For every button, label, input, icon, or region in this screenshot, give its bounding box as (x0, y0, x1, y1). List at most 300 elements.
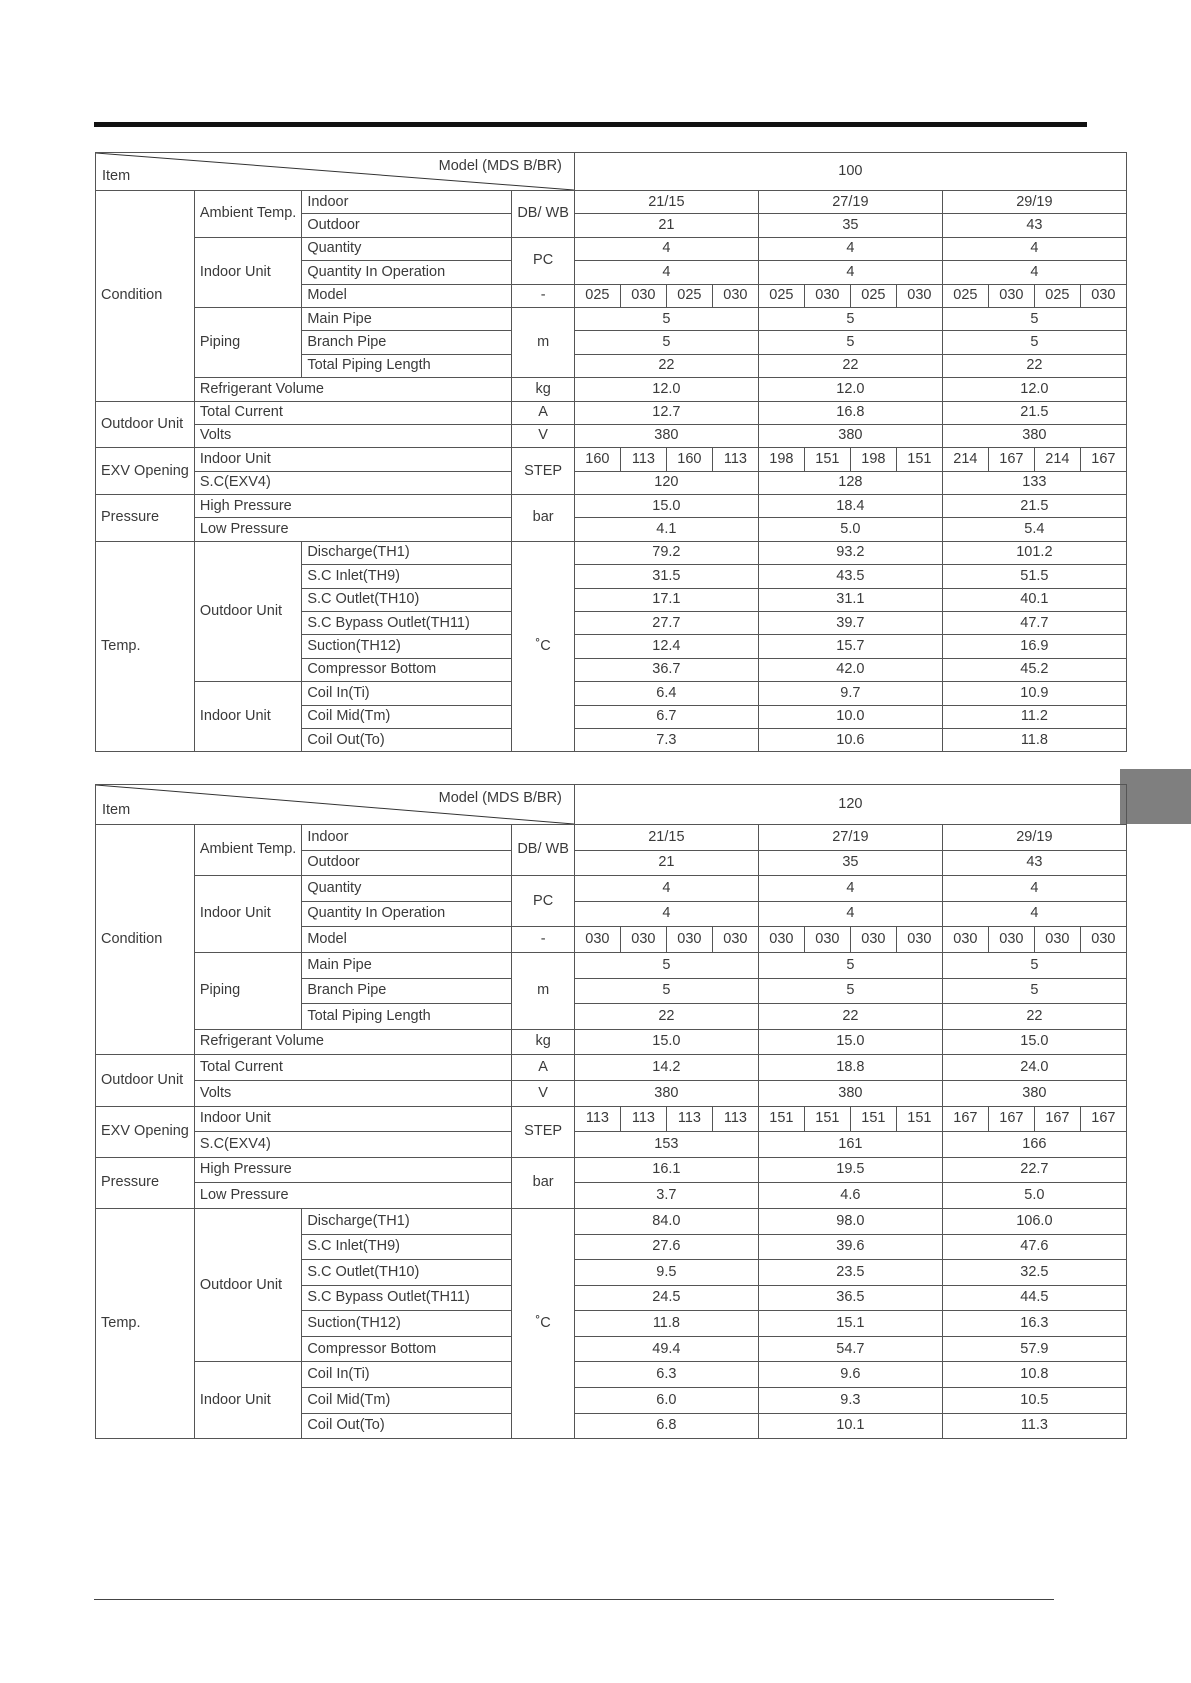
unit-label: ˚C (512, 541, 575, 752)
value-cell: 151 (804, 1106, 850, 1132)
row-label: Indoor (302, 825, 512, 851)
model-header-label: Model (MDS B/BR) (438, 158, 562, 174)
value-cell: 030 (896, 927, 942, 953)
value-cell: 167 (1034, 1106, 1080, 1132)
unit-label: - (512, 927, 575, 953)
value-cell: 16.8 (758, 401, 942, 424)
value-cell: 133 (942, 471, 1126, 494)
value-cell: 9.5 (574, 1260, 758, 1286)
row-label: Model (302, 284, 512, 307)
value-cell: 5 (942, 952, 1126, 978)
value-cell: 22 (574, 1004, 758, 1030)
value-cell: 4 (574, 261, 758, 284)
value-cell: 11.2 (942, 705, 1126, 728)
value-cell: 54.7 (758, 1336, 942, 1362)
value-cell: 5 (758, 952, 942, 978)
value-cell: 030 (988, 284, 1034, 307)
unit-label: STEP (512, 1106, 575, 1157)
value-cell: 151 (850, 1106, 896, 1132)
value-cell: 128 (758, 471, 942, 494)
value-cell: 5 (574, 307, 758, 330)
value-cell: 4 (574, 876, 758, 902)
subgroup-label: Outdoor Unit (194, 1208, 301, 1362)
value-cell: 18.8 (758, 1055, 942, 1081)
header-diagonal-cell (96, 785, 575, 825)
value-cell: 030 (712, 927, 758, 953)
subgroup-label: Piping (194, 307, 301, 377)
row-label: Total Piping Length (302, 1004, 512, 1030)
value-cell: 151 (758, 1106, 804, 1132)
row-label: Indoor Unit (194, 448, 511, 471)
unit-label: DB/ WB (512, 191, 575, 238)
value-cell: 21/15 (574, 191, 758, 214)
value-cell: 21.5 (942, 495, 1126, 518)
table-row (96, 1362, 1127, 1388)
row-label: Suction(TH12) (302, 635, 512, 658)
value-cell: 030 (896, 284, 942, 307)
value-cell: 113 (620, 1106, 666, 1132)
value-cell: 113 (620, 448, 666, 471)
value-cell: 35 (758, 214, 942, 237)
value-cell: 198 (850, 448, 896, 471)
value-cell: 030 (942, 927, 988, 953)
value-cell: 030 (666, 927, 712, 953)
value-cell: 22.7 (942, 1157, 1126, 1183)
row-label: Coil In(Ti) (302, 1362, 512, 1388)
value-cell: 030 (804, 927, 850, 953)
table-row (96, 237, 1127, 260)
table-row (96, 1183, 1127, 1209)
value-cell: 4.1 (574, 518, 758, 541)
table-row (96, 952, 1127, 978)
value-cell: 10.6 (758, 728, 942, 751)
value-cell: 24.0 (942, 1055, 1126, 1081)
value-cell: 22 (942, 1004, 1126, 1030)
value-cell: 5 (574, 331, 758, 354)
table-row (96, 1029, 1127, 1055)
table-row (96, 495, 1127, 518)
spec-table-100 (95, 152, 1127, 752)
value-cell: 5 (942, 978, 1126, 1004)
table-row (96, 378, 1127, 401)
group-label: Temp. (96, 1208, 195, 1438)
value-cell: 030 (804, 284, 850, 307)
value-cell: 025 (1034, 284, 1080, 307)
value-cell: 030 (620, 927, 666, 953)
value-cell: 10.8 (942, 1362, 1126, 1388)
value-cell: 5 (942, 307, 1126, 330)
row-label: Branch Pipe (302, 331, 512, 354)
table-row (96, 541, 1127, 564)
value-cell: 4 (942, 237, 1126, 260)
value-cell: 4 (758, 876, 942, 902)
value-cell: 151 (896, 448, 942, 471)
value-cell: 12.4 (574, 635, 758, 658)
unit-label: m (512, 307, 575, 377)
unit-label: PC (512, 237, 575, 284)
value-cell: 21.5 (942, 401, 1126, 424)
unit-label: STEP (512, 448, 575, 495)
value-cell: 7.3 (574, 728, 758, 751)
row-label: Coil Mid(Tm) (302, 1388, 512, 1414)
unit-label: kg (512, 378, 575, 401)
value-cell: 57.9 (942, 1336, 1126, 1362)
spec-table-120 (95, 784, 1127, 1439)
value-cell: 11.8 (942, 728, 1126, 751)
row-label: Discharge(TH1) (302, 541, 512, 564)
side-tab (1120, 769, 1191, 824)
value-cell: 030 (1034, 927, 1080, 953)
model-header-label: Model (MDS B/BR) (438, 790, 562, 806)
value-cell: 030 (850, 927, 896, 953)
table-row (96, 682, 1127, 705)
value-cell: 025 (758, 284, 804, 307)
value-cell: 98.0 (758, 1208, 942, 1234)
value-cell: 030 (758, 927, 804, 953)
table-row (96, 1080, 1127, 1106)
value-cell: 214 (1034, 448, 1080, 471)
model-value: 100 (574, 153, 1126, 191)
value-cell: 214 (942, 448, 988, 471)
value-cell: 19.5 (758, 1157, 942, 1183)
table-header-row (96, 785, 1127, 825)
value-cell: 43.5 (758, 565, 942, 588)
value-cell: 29/19 (942, 825, 1126, 851)
value-cell: 113 (666, 1106, 712, 1132)
value-cell: 106.0 (942, 1208, 1126, 1234)
subgroup-label: Ambient Temp. (194, 825, 301, 876)
row-label: S.C Inlet(TH9) (302, 1234, 512, 1260)
value-cell: 4 (942, 901, 1126, 927)
value-cell: 23.5 (758, 1260, 942, 1286)
row-label: Refrigerant Volume (194, 1029, 511, 1055)
row-label: Quantity In Operation (302, 261, 512, 284)
row-label: Main Pipe (302, 307, 512, 330)
header-diagonal-cell (96, 153, 575, 191)
value-cell: 31.1 (758, 588, 942, 611)
value-cell: 29/19 (942, 191, 1126, 214)
row-label: S.C(EXV4) (194, 471, 511, 494)
item-header-label: Item (102, 167, 131, 184)
value-cell: 22 (758, 1004, 942, 1030)
value-cell: 5 (574, 952, 758, 978)
value-cell: 4 (758, 901, 942, 927)
value-cell: 10.1 (758, 1413, 942, 1439)
row-label: Indoor (302, 191, 512, 214)
value-cell: 120 (574, 471, 758, 494)
value-cell: 45.2 (942, 658, 1126, 681)
table-row (96, 191, 1127, 214)
table-header-row (96, 153, 1127, 191)
table-row (96, 448, 1127, 471)
value-cell: 4 (942, 876, 1126, 902)
value-cell: 22 (942, 354, 1126, 377)
group-label: Outdoor Unit (96, 1055, 195, 1106)
value-cell: 47.7 (942, 612, 1126, 635)
model-value: 120 (574, 785, 1126, 825)
row-label: Discharge(TH1) (302, 1208, 512, 1234)
value-cell: 9.6 (758, 1362, 942, 1388)
value-cell: 380 (574, 1080, 758, 1106)
value-cell: 030 (574, 927, 620, 953)
unit-label: ˚C (512, 1208, 575, 1438)
value-cell: 380 (758, 424, 942, 447)
row-label: Outdoor (302, 850, 512, 876)
value-cell: 84.0 (574, 1208, 758, 1234)
value-cell: 4 (758, 237, 942, 260)
row-label: Coil Out(To) (302, 728, 512, 751)
value-cell: 39.6 (758, 1234, 942, 1260)
value-cell: 5 (758, 331, 942, 354)
value-cell: 3.7 (574, 1183, 758, 1209)
value-cell: 24.5 (574, 1285, 758, 1311)
value-cell: 153 (574, 1132, 758, 1158)
value-cell: 6.3 (574, 1362, 758, 1388)
table-row (96, 471, 1127, 494)
value-cell: 27.6 (574, 1234, 758, 1260)
row-label: Outdoor (302, 214, 512, 237)
row-label: Coil Mid(Tm) (302, 705, 512, 728)
value-cell: 21 (574, 850, 758, 876)
value-cell: 030 (988, 927, 1034, 953)
value-cell: 167 (1080, 1106, 1126, 1132)
row-label: Quantity (302, 237, 512, 260)
value-cell: 93.2 (758, 541, 942, 564)
value-cell: 15.1 (758, 1311, 942, 1337)
subgroup-label: Indoor Unit (194, 1362, 301, 1439)
value-cell: 32.5 (942, 1260, 1126, 1286)
row-label: Volts (194, 1080, 511, 1106)
value-cell: 15.7 (758, 635, 942, 658)
value-cell: 167 (942, 1106, 988, 1132)
item-header-label: Item (102, 801, 131, 818)
table-row (96, 1132, 1127, 1158)
unit-label: A (512, 1055, 575, 1081)
value-cell: 167 (988, 448, 1034, 471)
value-cell: 166 (942, 1132, 1126, 1158)
value-cell: 12.7 (574, 401, 758, 424)
value-cell: 22 (758, 354, 942, 377)
value-cell: 27/19 (758, 191, 942, 214)
row-label: S.C Bypass Outlet(TH11) (302, 1285, 512, 1311)
unit-label: m (512, 952, 575, 1029)
subgroup-label: Indoor Unit (194, 876, 301, 953)
row-label: Suction(TH12) (302, 1311, 512, 1337)
value-cell: 167 (1080, 448, 1126, 471)
value-cell: 380 (942, 1080, 1126, 1106)
value-cell: 16.3 (942, 1311, 1126, 1337)
row-label: Low Pressure (194, 1183, 511, 1209)
value-cell: 16.9 (942, 635, 1126, 658)
value-cell: 51.5 (942, 565, 1126, 588)
group-label: Condition (96, 191, 195, 402)
value-cell: 15.0 (574, 495, 758, 518)
value-cell: 113 (712, 1106, 758, 1132)
table-row (96, 401, 1127, 424)
value-cell: 160 (574, 448, 620, 471)
value-cell: 10.9 (942, 682, 1126, 705)
unit-label: kg (512, 1029, 575, 1055)
subgroup-label: Piping (194, 952, 301, 1029)
row-label: Low Pressure (194, 518, 511, 541)
row-label: S.C(EXV4) (194, 1132, 511, 1158)
row-label: Quantity (302, 876, 512, 902)
value-cell: 6.8 (574, 1413, 758, 1439)
row-label: Branch Pipe (302, 978, 512, 1004)
value-cell: 21/15 (574, 825, 758, 851)
value-cell: 030 (1080, 284, 1126, 307)
table-row (96, 876, 1127, 902)
table-row (96, 1055, 1127, 1081)
unit-label: DB/ WB (512, 825, 575, 876)
row-label: S.C Inlet(TH9) (302, 565, 512, 588)
value-cell: 31.5 (574, 565, 758, 588)
value-cell: 15.0 (574, 1029, 758, 1055)
value-cell: 151 (896, 1106, 942, 1132)
value-cell: 198 (758, 448, 804, 471)
value-cell: 14.2 (574, 1055, 758, 1081)
value-cell: 12.0 (758, 378, 942, 401)
group-label: Pressure (96, 495, 195, 542)
value-cell: 4.6 (758, 1183, 942, 1209)
unit-label: V (512, 1080, 575, 1106)
value-cell: 36.5 (758, 1285, 942, 1311)
value-cell: 27.7 (574, 612, 758, 635)
value-cell: 42.0 (758, 658, 942, 681)
table-row (96, 1208, 1127, 1234)
group-label: EXV Opening (96, 448, 195, 495)
value-cell: 380 (758, 1080, 942, 1106)
subgroup-label: Indoor Unit (194, 237, 301, 307)
unit-label: A (512, 401, 575, 424)
value-cell: 12.0 (574, 378, 758, 401)
group-label: Pressure (96, 1157, 195, 1208)
table-row (96, 307, 1127, 330)
value-cell: 11.8 (574, 1311, 758, 1337)
value-cell: 380 (574, 424, 758, 447)
value-cell: 160 (666, 448, 712, 471)
bottom-rule (94, 1599, 1054, 1600)
value-cell: 47.6 (942, 1234, 1126, 1260)
value-cell: 40.1 (942, 588, 1126, 611)
row-label: S.C Outlet(TH10) (302, 588, 512, 611)
value-cell: 5.0 (942, 1183, 1126, 1209)
table-row (96, 424, 1127, 447)
value-cell: 17.1 (574, 588, 758, 611)
row-label: Compressor Bottom (302, 1336, 512, 1362)
table-row (96, 518, 1127, 541)
unit-label: V (512, 424, 575, 447)
value-cell: 44.5 (942, 1285, 1126, 1311)
value-cell: 5.4 (942, 518, 1126, 541)
value-cell: 79.2 (574, 541, 758, 564)
row-label: Volts (194, 424, 511, 447)
value-cell: 43 (942, 214, 1126, 237)
value-cell: 025 (574, 284, 620, 307)
value-cell: 380 (942, 424, 1126, 447)
subgroup-label: Ambient Temp. (194, 191, 301, 238)
row-label: S.C Outlet(TH10) (302, 1260, 512, 1286)
value-cell: 113 (574, 1106, 620, 1132)
value-cell: 4 (574, 901, 758, 927)
value-cell: 10.0 (758, 705, 942, 728)
value-cell: 5 (758, 978, 942, 1004)
value-cell: 5 (758, 307, 942, 330)
row-label: High Pressure (194, 495, 511, 518)
value-cell: 16.1 (574, 1157, 758, 1183)
value-cell: 4 (942, 261, 1126, 284)
value-cell: 5.0 (758, 518, 942, 541)
unit-label: bar (512, 495, 575, 542)
table-row (96, 825, 1127, 851)
group-label: EXV Opening (96, 1106, 195, 1157)
row-label: S.C Bypass Outlet(TH11) (302, 612, 512, 635)
row-label: Coil In(Ti) (302, 682, 512, 705)
value-cell: 5 (574, 978, 758, 1004)
value-cell: 030 (712, 284, 758, 307)
value-cell: 15.0 (758, 1029, 942, 1055)
top-rule (94, 122, 1087, 127)
value-cell: 6.0 (574, 1388, 758, 1414)
value-cell: 27/19 (758, 825, 942, 851)
row-label: Indoor Unit (194, 1106, 511, 1132)
unit-label: bar (512, 1157, 575, 1208)
value-cell: 025 (666, 284, 712, 307)
value-cell: 11.3 (942, 1413, 1126, 1439)
table-row (96, 1106, 1127, 1132)
row-label: Coil Out(To) (302, 1413, 512, 1439)
value-cell: 22 (574, 354, 758, 377)
value-cell: 9.7 (758, 682, 942, 705)
value-cell: 49.4 (574, 1336, 758, 1362)
value-cell: 6.4 (574, 682, 758, 705)
row-label: Total Piping Length (302, 354, 512, 377)
subgroup-label: Indoor Unit (194, 682, 301, 752)
value-cell: 5 (942, 331, 1126, 354)
unit-label: PC (512, 876, 575, 927)
row-label: High Pressure (194, 1157, 511, 1183)
value-cell: 113 (712, 448, 758, 471)
value-cell: 167 (988, 1106, 1034, 1132)
group-label: Outdoor Unit (96, 401, 195, 448)
group-label: Temp. (96, 541, 195, 752)
value-cell: 025 (942, 284, 988, 307)
value-cell: 6.7 (574, 705, 758, 728)
value-cell: 9.3 (758, 1388, 942, 1414)
value-cell: 025 (850, 284, 896, 307)
value-cell: 43 (942, 850, 1126, 876)
subgroup-label: Outdoor Unit (194, 541, 301, 681)
value-cell: 35 (758, 850, 942, 876)
value-cell: 10.5 (942, 1388, 1126, 1414)
value-cell: 15.0 (942, 1029, 1126, 1055)
unit-label: - (512, 284, 575, 307)
row-label: Model (302, 927, 512, 953)
value-cell: 21 (574, 214, 758, 237)
value-cell: 4 (574, 237, 758, 260)
value-cell: 4 (758, 261, 942, 284)
row-label: Refrigerant Volume (194, 378, 511, 401)
value-cell: 101.2 (942, 541, 1126, 564)
row-label: Quantity In Operation (302, 901, 512, 927)
value-cell: 18.4 (758, 495, 942, 518)
row-label: Main Pipe (302, 952, 512, 978)
row-label: Total Current (194, 401, 511, 424)
value-cell: 030 (620, 284, 666, 307)
value-cell: 161 (758, 1132, 942, 1158)
group-label: Condition (96, 825, 195, 1055)
value-cell: 12.0 (942, 378, 1126, 401)
